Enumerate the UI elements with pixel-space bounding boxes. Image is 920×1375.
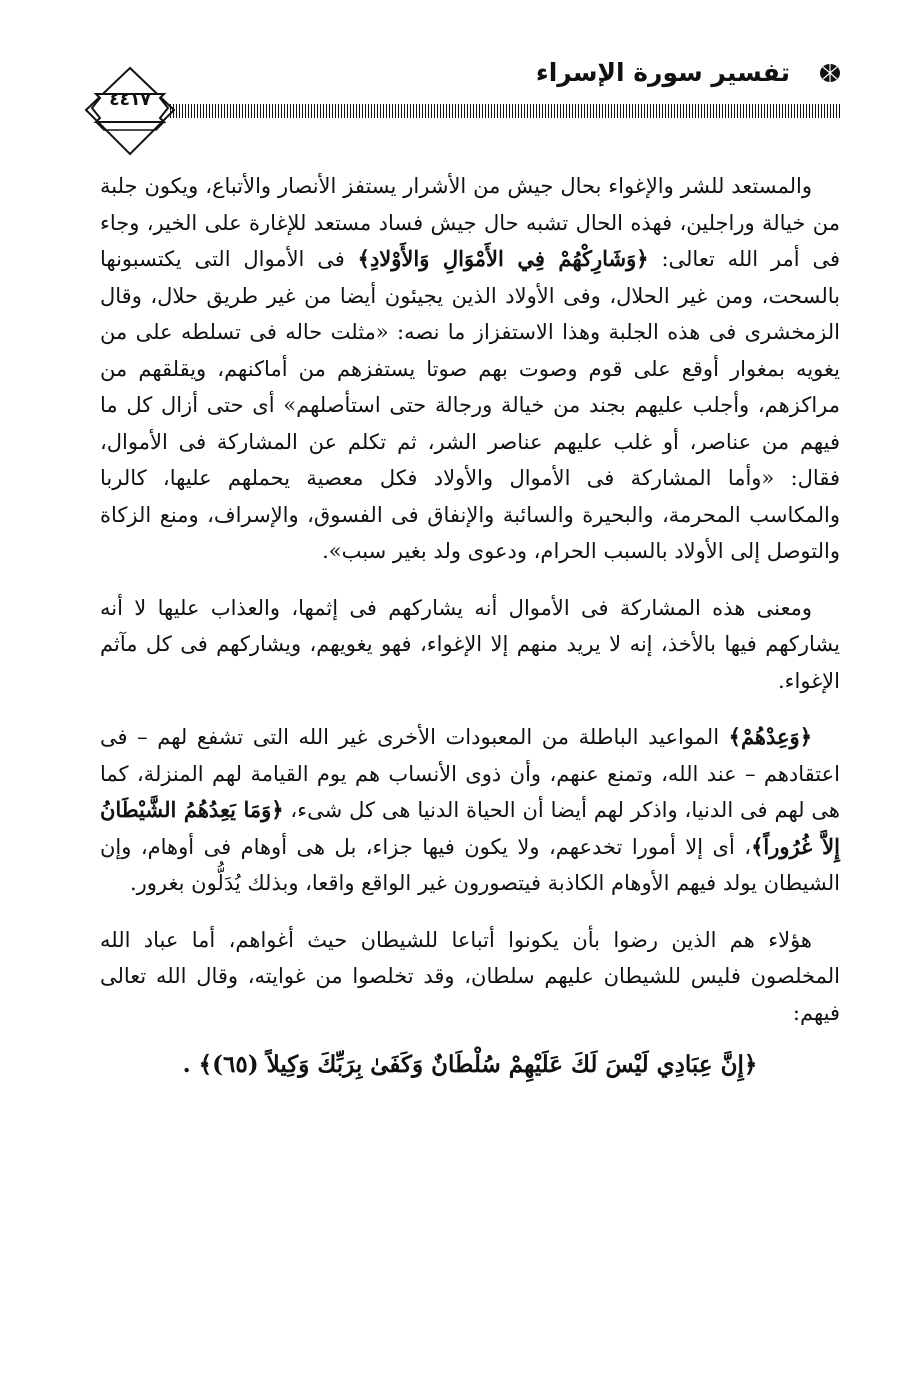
text-span: هؤلاء هم الذين رضوا بأن يكونوا أتباعا للشيطان حيث أغواهم، أما عباد الله المخلصون فليس للشيطان عليهم سلطان، وقد تخلصوا من غوايته، وقال الله تعالى فيهم: (100, 927, 840, 1025)
quran-quote: ﴿وَمَا يَعِدُهُمُ الشَّيْطَانُ إِلاَّ غُرُوراً﴾ (100, 797, 840, 859)
page-header (0, 0, 920, 170)
ornament-bullet-icon (818, 62, 842, 84)
quran-quote: ﴿وَعِدْهُمْ﴾ (728, 724, 812, 749)
text-span: ومعنى هذه المشاركة فى الأموال أنه يشاركهم فى إثمها، والعذاب عليها لا أنه يشاركهم فيها بالأخذ، إنه لا يريد منهم إلا الإغواء، فهو يغويهم، ويشاركهم فى كل مآثم الإغواء. (100, 595, 840, 693)
text-span: المواعيد الباطلة من المعبودات الأخرى غير الله التى تشفع لهم – فى اعتقادهم – عند الله، وتمنع عنهم، وأن ذوى الأنساب هم يوم القيامة لهم المنزلة، كما هى لهم فى الدنيا، واذكر لهم أيضا أن الحياة الدنيا هى كل شىء، (100, 725, 840, 822)
quran-verse-block: ﴿إِنَّ عِبَادِي لَيْسَ لَكَ عَلَيْهِمْ سُلْطَانٌ وَكَفَىٰ بِرَبِّكَ وَكِيلاً (٦٥)﴾ . (182, 1051, 758, 1078)
paragraph-3 (100, 719, 840, 902)
paragraph-1 (100, 168, 840, 570)
text-span: ، أى إلا أمورا تخدعهم، ولا يكون فيها جزاء، بل هى أوهام فى أوهام، وإن الشيطان يولد فيهم الأوهام الكاذبة فيتصورون غير الواقع واقعا، وبذلك يُدَلُّون بغرور. (100, 834, 840, 895)
book-title: تفسير سورة الإسراء (535, 58, 790, 87)
paragraph-2 (100, 590, 840, 700)
header-divider (170, 104, 842, 118)
paragraph-4 (100, 922, 840, 1032)
quran-quote: ﴿وَشَارِكْهُمْ فِي الأَمْوَالِ وَالأَوْلادِ﴾ (357, 246, 649, 271)
page-number: ٤٤١٧ (109, 90, 151, 110)
text-span: فى الأموال التى يكتسبونها بالسحت، ومن غير الحلال، وفى الأولاد الذين يجيئون أيضا من غير طريق حلال، وقال الزمخشرى فى هذه الجلبة وهذا الاستفزاز ما نصه: «مثلت حاله فى تسلطه على من يغويه بمغوار أوقع على قوم وصوت بهم صوتا يستفزهم من أماكنهم، ويقلقهم من مراكزهم، وأجلب عليهم بجند من خيالة ورجالة حتى استأصلهم» أى حتى أزال كل ما فيهم من عناصر، أو غلب عليهم عناصر الشر، ثم تكلم عن المشاركة فى الأموال، فقال: «وأما المشاركة فى الأموال والأولاد فكل معصية يحملهم عليها، كالربا والمكاسب المحرمة، والبحيرة والسائبة والإنفاق فى الفسوق، والإسراف، ومنع الزكاة والتوصل إلى الأولاد بالسبب الحرام، ودعوى ولد بغير سبب». (100, 247, 840, 563)
text-span: والمستعد للشر والإغواء بحال جيش من الأشرار يستفز الأنصار والأتباع، ويكون جلبة من خيالة وراجلين، فهذه الحال تشبه حال جيش فساد مستعد للإغارة على الخير، وجاء فى أمر الله تعالى: (100, 174, 840, 271)
page-body (100, 168, 840, 1084)
page-number-badge (82, 64, 178, 160)
